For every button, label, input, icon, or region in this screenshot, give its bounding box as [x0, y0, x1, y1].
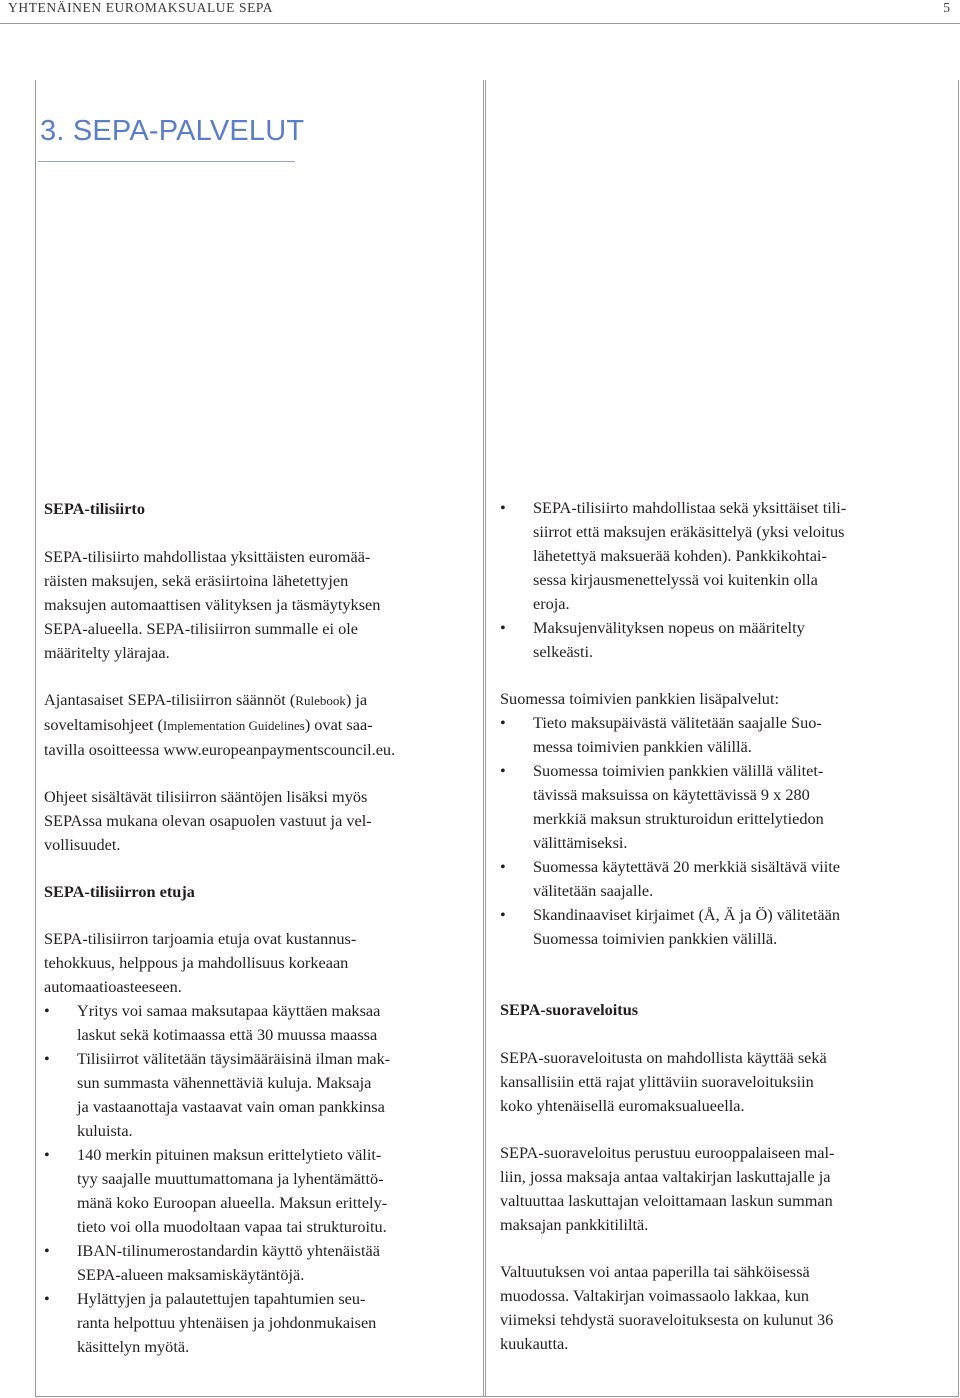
section-title: 3. SEPA-PALVELUT [40, 115, 305, 147]
list-item: • Tilisiirrot välitetään täysimääräisinä ilman mak- sun summasta vähennettäviä kuluja. Maksaja ja vastaanottaja vastaavat vain oman pankkinsa kuluista. [44, 1047, 464, 1143]
text-line: SEPA-tilisiirto mahdollistaa yksittäisten euromää- [44, 547, 371, 566]
text-line: automaatioasteeseen. [44, 977, 182, 996]
right-column [500, 496, 920, 1356]
paragraph-ohjeet [44, 785, 464, 857]
page-header [0, 0, 960, 22]
text-line: räisten maksujen, sekä eräsiirtoina lähetettyjen [44, 571, 349, 590]
paragraph-valtuutus: Valtuutuksen voi antaa paperilla tai sähköisessä muodossa. Valtakirjan voimassaolo lakkaa, kun viimeksi tehdystä suoraveloituksesta on kulunut 36 kuukautta. [500, 1262, 834, 1353]
lisapalvelut-list [500, 711, 920, 951]
list-item: • Maksujenvälityksen nopeus on määritelty selkeästi. [500, 616, 920, 664]
epc-website-text: tavilla osoitteessa www.europeanpaymentscouncil.eu. [44, 740, 396, 759]
list-item: • SEPA-tilisiirto mahdollistaa sekä yksittäiset tili- siirrot että maksujen eräkäsittelyä (yksi veloitus lähetettyä maksuerää kohden). Pankkikohtai- sessa kirjausmenettelyssä voi kuitenkin olla eroja. [500, 496, 920, 616]
page-number: 5 [943, 0, 950, 15]
text-line: vollisuudet. [44, 835, 121, 854]
text-line: tehokkuus, helppous ja mahdollisuus korkeaan [44, 953, 349, 972]
running-header-title: YHTENÄINEN EUROMAKSUALUE SEPA [8, 0, 274, 15]
heading-sepa-suoraveloitus: SEPA-suoraveloitus [500, 1000, 639, 1019]
paragraph-suoraveloitus-malli: SEPA-suoraveloitus perustuu eurooppalaiseen mal- liin, jossa maksaja antaa valtakirjan laskuttajalle ja valtuuttaa laskuttajan veloittamaan laskun summan maksajan pankkitililtä. [500, 1143, 835, 1234]
list-item: • Suomessa käytettävä 20 merkkiä sisältävä viite välitetään saajalle. [500, 855, 920, 903]
lisapalvelut-title: Suomessa toimivien pankkien lisäpalvelut: [500, 689, 779, 708]
text-line: Ajantasaiset SEPA-tilisiirron säännöt ( [44, 690, 296, 709]
text-line: maksujen automaattisen välityksen ja täsmäytyksen [44, 595, 381, 614]
text-line: SEPA-alueella. SEPA-tilisiirron summalle ei ole [44, 619, 358, 638]
section-title-rule [38, 161, 295, 162]
left-column [44, 497, 464, 1359]
heading-tilisiirron-etuja: SEPA-tilisiirron etuja [44, 882, 195, 901]
text-line: määritelty ylärajaa. [44, 643, 170, 662]
heading-sepa-tilisiirto: SEPA-tilisiirto [44, 499, 145, 518]
paragraph-suoraveloitus-intro: SEPA-suoraveloitusta on mahdollista käyttää sekä kansallisiin että rajat ylittäviin suoraveloituksiin koko yhtenäisellä euromaksualueella. [500, 1048, 827, 1115]
list-item: • Suomessa toimivien pankkien välillä välitet- tävissä maksuissa on käytettävissä 9 x 280 merkkiä maksun strukturoidun erittelytiedon välittämiseksi. [500, 759, 920, 855]
text-line: Ohjeet sisältävät tilisiirron sääntöjen lisäksi myös [44, 787, 368, 806]
guidelines-term: Implementation Guidelines [162, 718, 305, 733]
list-item: • Hylättyjen ja palautettujen tapahtumien seu- ranta helpottuu yhtenäisen ja johdonmukaisen käsittelyn myötä. [44, 1287, 464, 1359]
header-rule [0, 23, 960, 24]
benefits-list [44, 999, 464, 1359]
paragraph-rulebook [44, 688, 464, 762]
rulebook-term: Rulebook [295, 693, 346, 708]
list-item: • Tieto maksupäivästä välitetään saajalle Suo- messa toimivien pankkien välillä. [500, 711, 920, 759]
text-line: SEPAssa mukana olevan osapuolen vastuut ja vel- [44, 811, 372, 830]
list-item: • Yritys voi samaa maksutapaa käyttäen maksaa laskut sekä kotimaassa että 30 muussa maassa [44, 999, 464, 1047]
text-line: ) ja [345, 690, 368, 709]
text-line: ) ovat saa- [304, 715, 373, 734]
list-item: • Skandinaaviset kirjaimet (Å, Ä ja Ö) välitetään Suomessa toimivien pankkien välillä. [500, 903, 920, 951]
paragraph-etuja [44, 927, 464, 999]
text-line: soveltamisohjeet ( [44, 715, 163, 734]
tilisiirto-features-list [500, 496, 920, 664]
list-item: • 140 merkin pituinen maksun erittelytieto välit- tyy saajalle muuttumattomana ja lyhentämättö- mänä koko Euroopan alueella. Maksun erittely- tieto voi olla muodoltaan vapaa tai strukturoitu. [44, 1143, 464, 1239]
text-line: SEPA-tilisiirron tarjoamia etuja ovat kustannus- [44, 929, 357, 948]
paragraph-intro [44, 545, 464, 665]
list-item: • IBAN-tilinumerostandardin käyttö yhtenäistää SEPA-alueen maksamiskäytäntöjä. [44, 1239, 464, 1287]
